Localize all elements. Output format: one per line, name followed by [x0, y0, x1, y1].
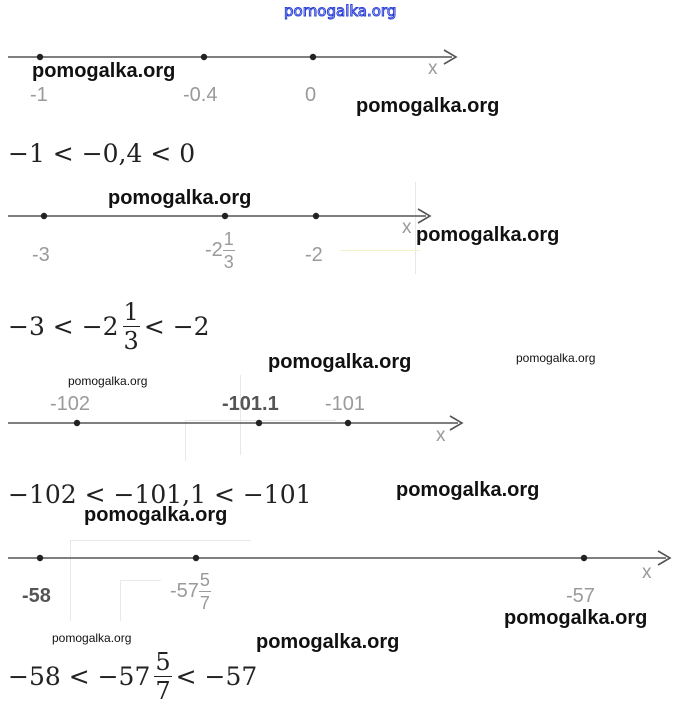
- watermark: pomogalka.org: [68, 374, 148, 388]
- fraction-numerator: 1: [123, 298, 139, 326]
- inequality-left: −58 < −57: [8, 662, 151, 691]
- tick-label: -0.4: [183, 84, 218, 106]
- watermark: pomogalka.org: [52, 631, 132, 645]
- fraction-numerator: 5: [199, 570, 210, 590]
- inequality-right: < −2: [143, 312, 210, 341]
- point-minus-57: [581, 555, 587, 561]
- inequality-fraction: [123, 300, 140, 353]
- point-minus-58: [37, 555, 43, 561]
- watermark: pomogalka.org: [32, 60, 176, 82]
- fraction-denominator: 7: [155, 677, 171, 705]
- inequality-left: −3 < −2: [8, 312, 119, 341]
- point-0: [310, 54, 316, 60]
- tick-whole: -2: [205, 239, 223, 261]
- watermark: pomogalka.org: [268, 351, 412, 373]
- watermark: pomogalka.org: [108, 187, 252, 209]
- tick-label: -2: [305, 244, 323, 266]
- watermark-top: pomogalka.org: [284, 2, 397, 20]
- tick-label: -102: [50, 393, 91, 415]
- axis-label-x: x: [402, 217, 412, 238]
- tick-label: -58: [22, 585, 51, 607]
- fraction-denominator: 3: [123, 327, 139, 355]
- inequality-4: [8, 650, 257, 703]
- tick-label: -3: [32, 244, 50, 266]
- tick-label-mixed: [170, 571, 211, 612]
- tick-label: -101.1: [222, 393, 279, 415]
- watermark: pomogalka.org: [504, 607, 648, 629]
- fraction-numerator: 5: [155, 648, 171, 676]
- point-minus-102: [74, 420, 80, 426]
- axis-label-x: x: [642, 562, 652, 583]
- axis-label-x: x: [436, 425, 446, 446]
- watermark: pomogalka.org: [396, 479, 540, 501]
- point-minus-2-1-3: [222, 213, 228, 219]
- fraction-denominator: 7: [199, 593, 210, 613]
- tick-label: -57: [566, 585, 595, 607]
- axis-label-x: x: [428, 58, 438, 79]
- tick-label-mixed: [205, 230, 235, 271]
- watermark: pomogalka.org: [516, 351, 596, 365]
- tick-fraction: [223, 230, 235, 271]
- point-minus-0-4: [201, 54, 207, 60]
- inequality-1: −1 < −0,4 < 0: [8, 139, 196, 168]
- point-minus-101: [345, 420, 351, 426]
- tick-fraction: [199, 571, 211, 612]
- point-minus-57-5-7: [193, 555, 199, 561]
- fraction-denominator: 3: [223, 252, 234, 272]
- tick-label: -101: [325, 393, 366, 415]
- watermark: pomogalka.org: [84, 504, 228, 526]
- inequality-3: −102 < −101,1 < −101: [8, 480, 312, 509]
- watermark: pomogalka.org: [416, 224, 560, 246]
- point-minus-3: [41, 213, 47, 219]
- inequality-fraction: [154, 650, 171, 703]
- tick-whole: -57: [170, 580, 199, 602]
- tick-label: 0: [305, 84, 317, 106]
- watermark: pomogalka.org: [356, 95, 500, 117]
- tick-label: -1: [30, 84, 48, 106]
- inequality-2: [8, 300, 210, 353]
- fraction-numerator: 1: [223, 229, 234, 249]
- watermark: pomogalka.org: [256, 631, 400, 653]
- point-minus-2: [313, 213, 319, 219]
- inequality-right: < −57: [175, 662, 258, 691]
- point-minus-101-1: [256, 420, 262, 426]
